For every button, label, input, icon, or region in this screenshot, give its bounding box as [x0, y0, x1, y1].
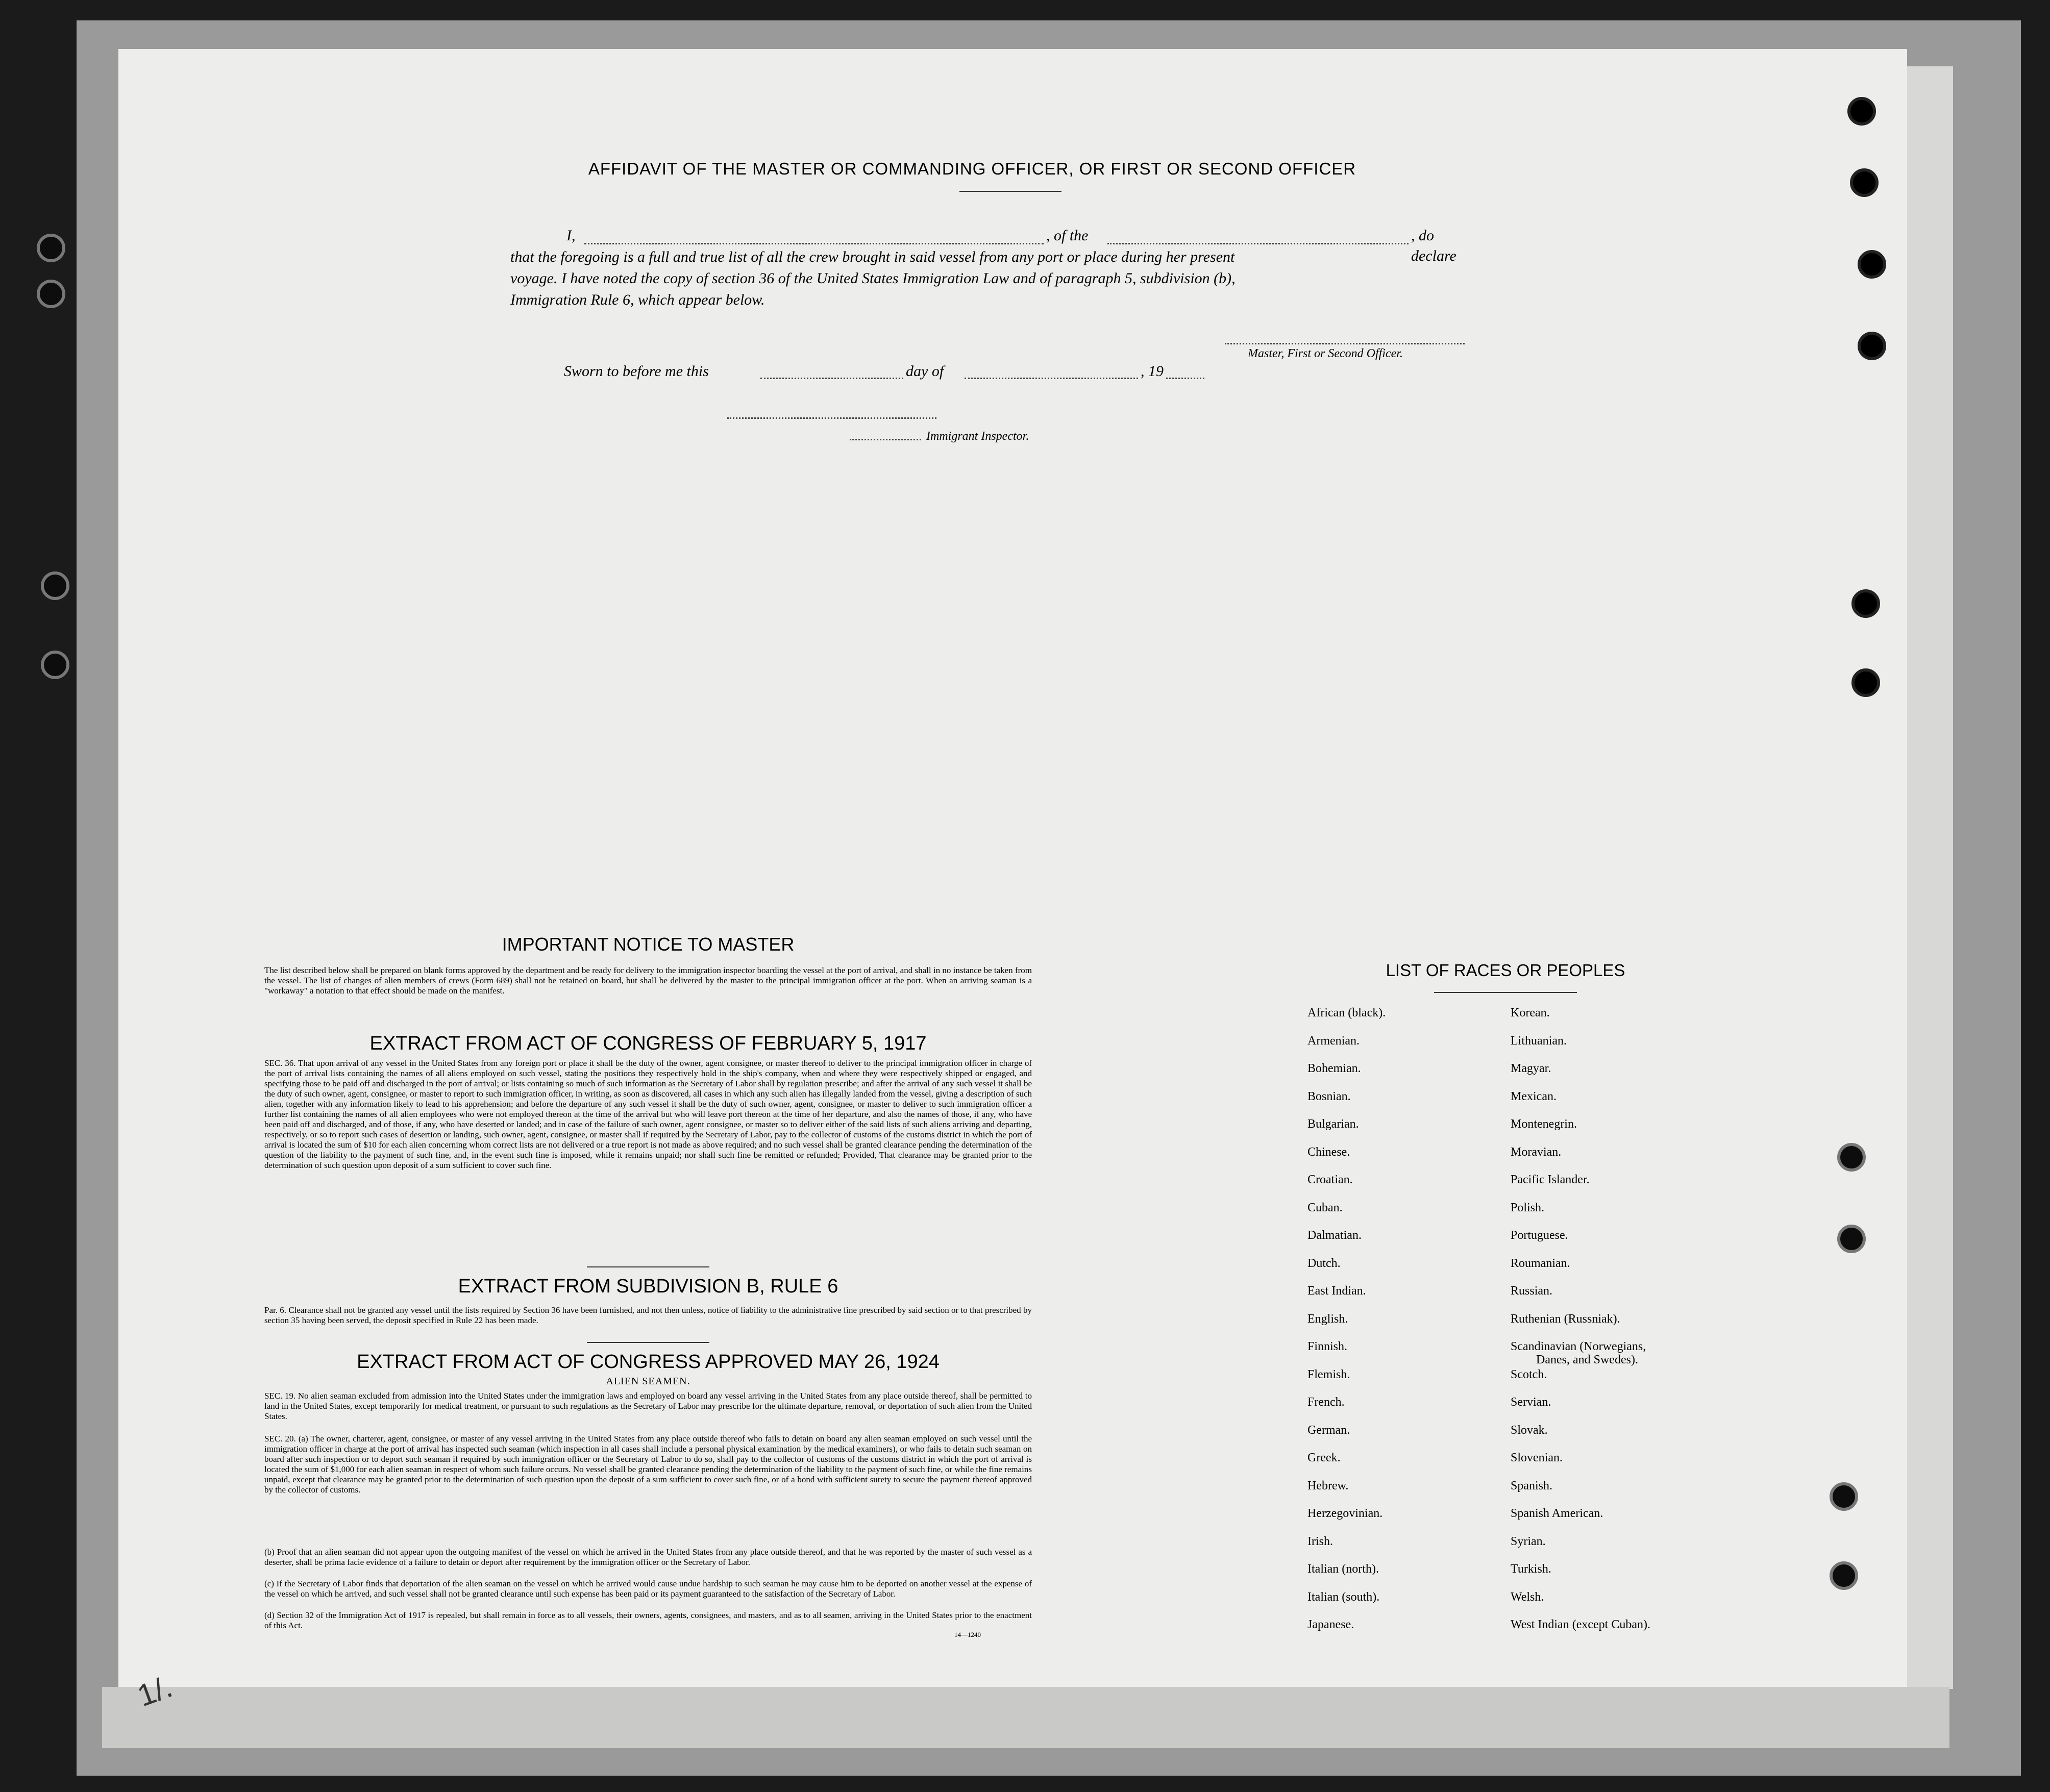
race-item: Welsh.: [1511, 1590, 1544, 1604]
race-item: Dutch.: [1307, 1256, 1341, 1270]
binder-hole-icon: [1837, 1143, 1866, 1172]
race-item-continuation: Danes, and Swedes).: [1536, 1353, 1638, 1366]
binder-hole-icon: [1830, 1482, 1858, 1511]
declaration-i: I,: [566, 227, 576, 244]
binder-hole-icon: [1830, 1561, 1858, 1590]
race-item: Lithuanian.: [1511, 1034, 1567, 1048]
declaration-declare: , do declare: [1411, 227, 1456, 264]
extract-1924-sec-20a: SEC. 20. (a) The owner, charterer, agent, consignee, or master of any vessel arriving in the United States from any place outside thereof who fails to detain on board any alien seaman employed on such vessel until the immigration officer in charge at the port of arrival has inspected such seaman (which inspection in all cases shall include a personal physical examination by the medical examiners), or who fails to detain such seaman on board after such inspection or to deport such seaman if required by such immigration officer or the Secretary of Labor to do so, shall pay to the collector of customs of the customs district in which the port of arrival is located the sum of $1,000 for each alien seaman in respect of whom such failure occurs. No vessel shall be granted clearance pending the determination of the liability to the payment of such fine, or while the fine remains unpaid, except that clearance may be granted prior to the determination of such question upon the deposit of a sum sufficient to cover such fine, or of a bond with sufficient surety to secure the payment thereof approved by the collector of customs.: [264, 1434, 1032, 1495]
binder-hole-icon: [1858, 250, 1886, 279]
race-item: Herzegovinian.: [1307, 1507, 1383, 1520]
section-divider: [587, 1342, 709, 1343]
section-divider: [587, 1266, 709, 1267]
binder-hole-icon: [41, 651, 69, 679]
race-item: German.: [1307, 1423, 1350, 1437]
race-item: Turkish.: [1511, 1562, 1551, 1576]
month-blank: [965, 378, 1138, 379]
race-item: Irish.: [1307, 1534, 1333, 1548]
year-blank: [1166, 378, 1204, 379]
binder-hole-icon: [1847, 97, 1876, 126]
binder-hole-icon: [1858, 332, 1886, 360]
inspector-label: Immigrant Inspector.: [926, 430, 1029, 443]
race-item: French.: [1307, 1396, 1345, 1409]
sworn-day-of: day of: [906, 363, 944, 380]
race-item: Flemish.: [1307, 1367, 1350, 1381]
extract-1924-sec-19: SEC. 19. No alien seaman excluded from admission into the United States under the immigration laws and employed on board any vessel arriving in the United States from any place outside thereof, shall be permitted to land in the United States, except temporarily for medical treatment, or pursuant to such regulations as the Secretary of Labor may prescribe for the ultimate departure, removal, or deportation of such alien from the United States.: [264, 1391, 1032, 1421]
race-item: Cuban.: [1307, 1201, 1343, 1214]
race-item: Roumanian.: [1511, 1256, 1570, 1270]
extract-1917-title: EXTRACT FROM ACT OF CONGRESS OF FEBRUARY 5, 1917: [369, 1033, 927, 1054]
declaration-of-the: , of the: [1046, 227, 1089, 244]
race-item: Servian.: [1511, 1396, 1551, 1409]
vessel-blank: [1107, 243, 1409, 244]
margin-note: 1/.: [133, 1669, 177, 1713]
notice-title: IMPORTANT NOTICE TO MASTER: [502, 934, 795, 955]
races-title: LIST OF RACES OR PEOPLES: [1386, 961, 1625, 980]
name-blank: [584, 243, 1044, 244]
sworn-year: , 19: [1141, 363, 1164, 380]
declaration-line-4: Immigration Rule 6, which appear below.: [510, 291, 765, 308]
inspector-signature-line: [727, 417, 936, 419]
race-item: Bohemian.: [1307, 1062, 1361, 1075]
binder-hole-icon: [1837, 1225, 1866, 1253]
race-item: Japanese.: [1307, 1618, 1354, 1631]
race-item: Italian (north).: [1307, 1562, 1379, 1576]
race-item: Montenegrin.: [1511, 1117, 1577, 1131]
race-item: Syrian.: [1511, 1534, 1546, 1548]
inspector-signature-line-2: [850, 439, 921, 440]
race-item: Korean.: [1511, 1006, 1550, 1019]
race-item: Italian (south).: [1307, 1590, 1380, 1604]
race-item: Bulgarian.: [1307, 1117, 1359, 1131]
race-item: Mexican.: [1511, 1089, 1557, 1103]
page-bottom-edge: [102, 1687, 1949, 1748]
race-item: Chinese.: [1307, 1145, 1350, 1159]
race-item: Spanish.: [1511, 1479, 1553, 1492]
declaration-line-2: that the foregoing is a full and true list of all the crew brought in said vessel from any port or place during her present: [510, 248, 1235, 265]
race-item: Portuguese.: [1511, 1229, 1568, 1242]
rule-6-title: EXTRACT FROM SUBDIVISION B, RULE 6: [458, 1276, 838, 1297]
extract-1924-subtitle: ALIEN SEAMEN.: [606, 1376, 690, 1387]
races-underline: [1434, 992, 1577, 993]
race-item: Scandinavian (Norwegians,: [1511, 1340, 1646, 1353]
binder-hole-icon: [37, 234, 65, 262]
race-item: English.: [1307, 1312, 1348, 1326]
race-item: Magyar.: [1511, 1062, 1551, 1075]
rule-6-body: Par. 6. Clearance shall not be granted any vessel until the lists required by Section 36 have been furnished, and not then unless, notice of liability to the administrative fine prescribed by said section or to that prescribed by section 35 having been served, the deposit specified in Rule 22 has been made.: [264, 1305, 1032, 1325]
binder-hole-icon: [1851, 589, 1880, 618]
race-item: Slovenian.: [1511, 1451, 1563, 1464]
extract-1924-sec-20d: (d) Section 32 of the Immigration Act of 1917 is repealed, but shall remain in force as to all vessels, their owners, agents, consignees, and masters, and as to all seamen, arriving in the United States prior to the enactment of this Act.: [264, 1610, 1032, 1630]
race-item: West Indian (except Cuban).: [1511, 1618, 1650, 1631]
day-blank: [760, 378, 903, 379]
race-item: Pacific Islander.: [1511, 1173, 1590, 1186]
title-underline: [959, 191, 1061, 192]
form-number: 14—1240: [954, 1631, 981, 1638]
race-item: Russian.: [1511, 1284, 1553, 1298]
declaration-line-3: voyage. I have noted the copy of section 36 of the United States Immigration Law and of paragraph 5, subdivision (b),: [510, 270, 1236, 287]
binder-hole-icon: [1850, 168, 1879, 197]
race-item: Dalmatian.: [1307, 1229, 1362, 1242]
notice-body: The list described below shall be prepared on blank forms approved by the department and be ready for delivery to the immigration inspector boarding the vessel at the port of arrival, and shall in no instance be taken from the vessel. The list of changes of alien members of crews (Form 689) shall not be retained on board, but shall be delivered by the master to the principal immigration officer at the port. When an arriving seaman is a "workaway" a notation to that effect should be made on the manifest.: [264, 965, 1032, 995]
binder-hole-icon: [41, 571, 69, 600]
race-item: Moravian.: [1511, 1145, 1562, 1159]
race-item: Finnish.: [1307, 1340, 1348, 1353]
race-item: Croatian.: [1307, 1173, 1353, 1186]
race-item: African (black).: [1307, 1006, 1386, 1019]
extract-1924-sec-20c: (c) If the Secretary of Labor finds that deportation of the alien seaman on the vessel on which he arrived would cause undue hardship to such seaman he may cause him to be deported on another vessel at the expense of the vessel on which he arrived, and such vessel shall not be granted clearance until such expense has been paid or its payment guaranteed to the satisfaction of the Secretary of Labor.: [264, 1579, 1032, 1599]
officer-signature-line: [1225, 343, 1465, 344]
sworn-line: [564, 361, 1227, 382]
officer-signature-label: Master, First or Second Officer.: [1248, 347, 1403, 360]
extract-1917-body: SEC. 36. That upon arrival of any vessel in the United States from any foreign port or place it shall be the duty of the owner, agent consignee, or master thereof to deliver to the principal immigration officer in charge of the port of arrival lists containing the names of all aliens employed on such vessel, stating the positions they respectively hold in the ship's company, when and where they were respectively shipped or engaged, and specifying those to be paid off and discharged in the port of arrival; or lists containing so much of such information as the Secretary of Labor shall by regulation prescribe; and after the arrival of any such vessel it shall be the duty of such owner, agent, consignee, or master to report to such immigration officer, in writing, as soon as discovered, all cases in which any such alien has illegally landed from the vessel, giving a description of such alien, together with any information likely to lead to his apprehension; and before the departure of any such vessel it shall be the duty of such owner, agent, consignee, or master to deliver to such immigration officer a further list containing the names of all alien employees who were not employed thereon at the time of the arrival but who will leave port thereon at the time of her departure, and also the names of those, if any, who have been paid off and discharged, and of those, if any, who have deserted or landed; and in case of the failure of such owner, agent consignee, or master so to deliver either of the said lists of such aliens arriving and departing, respectively, or so to report such cases of desertion or landing, such owner, agent, consignee, or master shall if required by the Secretary of Labor, pay to the collector of customs of the customs district in which the port of arrival is located the sum of $10 for each alien concerning whom correct lists are not delivered or a true report is not made as above required; and no such vessel shall be granted clearance pending the determination of the question of the liability to the payment of such fine, and, in the event such fine is imposed, while it remains unpaid; nor shall such fine be remitted or refunded; Provided, That clearance may be granted prior to the determination of such question upon deposit of a sum sufficient to cover such fine.: [264, 1058, 1032, 1170]
race-item: Slovak.: [1511, 1423, 1548, 1437]
race-item: East Indian.: [1307, 1284, 1366, 1298]
page-edge: [1907, 66, 1953, 1689]
race-item: Ruthenian (Russniak).: [1511, 1312, 1620, 1326]
race-item: Hebrew.: [1307, 1479, 1349, 1492]
race-item: Greek.: [1307, 1451, 1341, 1464]
race-item: Scotch.: [1511, 1367, 1547, 1381]
binder-hole-icon: [1851, 668, 1880, 697]
sworn-prefix: Sworn to before me this: [564, 363, 709, 380]
binder-hole-icon: [37, 280, 65, 308]
extract-1924-title: EXTRACT FROM ACT OF CONGRESS APPROVED MAY 26, 1924: [357, 1351, 940, 1373]
affidavit-title: AFFIDAVIT OF THE MASTER OR COMMANDING OFFICER, OR FIRST OR SECOND OFFICER: [588, 159, 1356, 178]
race-item: Spanish American.: [1511, 1507, 1603, 1520]
race-item: Bosnian.: [1307, 1089, 1351, 1103]
extract-1924-sec-20b: (b) Proof that an alien seaman did not appear upon the outgoing manifest of the vessel on which he arrived in the United States from any place outside thereof, and that he was reported by the master of such vessel as a deserter, shall be prima facie evidence of a failure to detain or deport after requirement by the immigration officer or the Secretary of Labor.: [264, 1547, 1032, 1567]
race-item: Armenian.: [1307, 1034, 1360, 1048]
race-item: Polish.: [1511, 1201, 1545, 1214]
